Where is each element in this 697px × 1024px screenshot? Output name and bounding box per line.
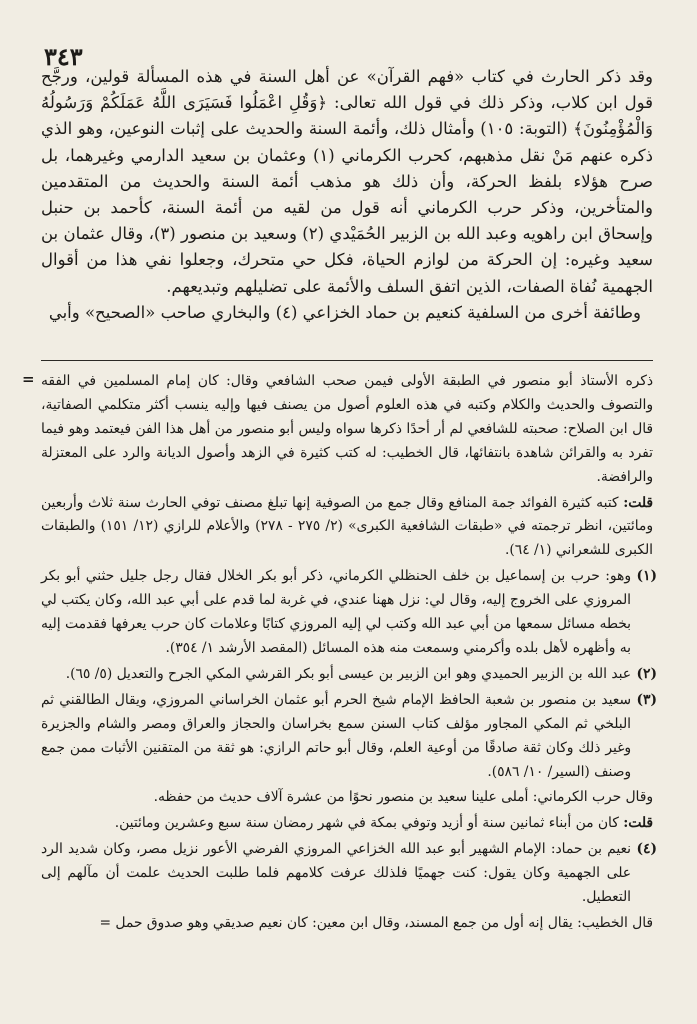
page-number: ٣٤٣ bbox=[44, 42, 83, 71]
footnote-continuation-mark: = bbox=[22, 370, 35, 388]
footnote-remark bbox=[41, 492, 653, 564]
main-paragraph-2: وطائفة أخرى من السلفية كنعيم بن حماد الخزاعي (٤) والبخاري صاحب «الصحيح» وأبي bbox=[48, 302, 641, 322]
footnote-divider bbox=[41, 360, 653, 361]
footnote-text: وقال حرب الكرماني: أملى علينا سعيد بن منصور نحوًا من عشرة آلاف حديث من حفظه. bbox=[153, 789, 653, 806]
footnote-lead: قلت: bbox=[623, 815, 653, 832]
footnote-2 bbox=[41, 663, 657, 687]
footnote-1 bbox=[41, 565, 657, 661]
footnote-number: (٣) bbox=[636, 691, 657, 708]
footnote-text: كتبه كثيرة الفوائد جمة المنافع وقال جمع من الصوفية إنها تبلغ مصنف توفي الحارث سنة ثلاث وأربعين ومائتين، انظر ترجمته في «طبقات الشافعية الكبرى» (٢/ ٢٧٥ - ٢٧٨) والأعلام للرازي (١٢/ ١٥١) والطبقات الكبرى للشعراني (١/ ٦٤). bbox=[41, 494, 653, 559]
footnote-number: (٢) bbox=[636, 665, 657, 682]
main-paragraph-1: وقد ذكر الحارث في كتاب «فهم القرآن» عن أهل السنة في هذه المسألة قولين، ورجَّح قول ابن كلاب، وذكر ذلك في قول الله تعالى: ﴿وَقُلِ اعْمَلُوا فَسَيَرَى اللَّهُ عَمَلَكُمْ وَرَسُولُهُ وَالْمُؤْمِنُونَ﴾ (التوبة: ١٠٥) وأمثال ذلك، وأئمة السنة والحديث على إثبات النوعين، وهو الذي ذكره عنهم مَنْ نقل مذهبهم، كحرب الكرماني (١) وعثمان بن سعيد الدارمي وغيرهما، بل صرح هؤلاء بلفظ الحركة، وأن ذلك هو مذهب أئمة السنة والحديث من المتقدمين والمتأخرين، وذكر حرب الكرماني أنه قول من لقيه من أئمة السنة، كأحمد بن حنبل وإسحاق ابن راهويه وعبد الله بن الزبير الحُمَيْدي (٢) وسعيد بن منصور (٣)، وقال عثمان بن سعيد وغيره: إن الحركة من لوازم الحياة، فكل حي متحرك، وجعلوا نفي هذا من أقوال الجهمية نُفاة الصفات، الذين اتفق السلف والأئمة على تضليلهم وتبديعهم. bbox=[41, 67, 653, 296]
main-text bbox=[41, 64, 653, 326]
footnote-number: (٤) bbox=[636, 841, 657, 858]
footnote-text: وهو: حرب بن إسماعيل بن خلف الحنظلي الكرماني، ذكر أبو بكر الخلال فقال رجل جليل حثني أبو بكر المروزي على الخروج إليه، وقال لي: نزل ههنا عندي، في غربة لما قدم على أبي عبد الله، وكان يكتب لي بخطه مسائل سمعها من أبي عبد الله وكتب لي إليه المروزي كتابًا وعلامات كان حرب يعرفها فقدمت إليه به وأظهره لأهل بلده وأكرمني وسمعت منه هذه المسائل (المقصد الأرشد ١/ ٣٥٤). bbox=[41, 568, 631, 656]
footnote-text: نعيم بن حماد: الإمام الشهير أبو عبد الله الخزاعي المروزي الفرضي الأعور نزيل مصر، وكان شديد الرد على الجهمية وكان يقول: كنت جهميًا فلذلك عرفت كلامهم فلما طلبت الحديث علمت أن مآلهم إلى التعطيل. bbox=[41, 841, 631, 906]
footnote-number: (١) bbox=[636, 568, 657, 585]
footnote-3 bbox=[41, 689, 657, 785]
footnote-4 bbox=[41, 838, 657, 910]
footnote-4-continuation bbox=[41, 912, 653, 936]
footnote-text: سعيد بن منصور بن شعبة الحافظ الإمام شيخ الحرم أبو عثمان الخراساني المروزي، ويقال الطالقني ثم البلخي ثم المكي المجاور مؤلف كتاب السنن سمع بخراسان والحجاز والعراق ومصر والشام والجزيرة وغير ذلك وكان ثقة صادقًا من أوعية العلم، وقال أبو حاتم الرازي: هو ثقة من المتقنين الأثبات ممن جمع وصنف (السير/ ١٠/ ٥٨٦). bbox=[41, 691, 631, 780]
footnotes bbox=[41, 370, 657, 938]
footnote-text: ذكره الأستاذ أبو منصور في الطبقة الأولى فيمن صحب الشافعي وقال: كان إمام المسلمين في الفقه والتصوف والحديث والكلام وكتبه في هذه العلوم أصول من يصنف فيها وإليه ينسب أكثر متكلمي الصفاتية، قال ابن الصلاح: صحبته للشافعي لم أر أحدًا ذكرها سواه وليس أبو منصور من أهل هذا الفن فيعتمد وهو فيما تفرد به والقرائن شاهدة بانتفائها، قال الخطيب: له كتب كثيرة في الزهد وأصول الديانة والرد على المعتزلة والرافضة. bbox=[41, 373, 653, 485]
footnote-continued-text bbox=[41, 370, 653, 490]
footnote-text: قال الخطيب: يقال إنه أول من جمع المسند، وقال ابن معين: كان نعيم صديقي وهو صدوق حمل = bbox=[99, 914, 653, 931]
footnote-3-continuation bbox=[41, 786, 653, 810]
footnote-text: عبد الله بن الزبير الحميدي وهو ابن الزبير بن عيسى أبو بكر القرشي المكي الجرح والتعديل (٥/ ٦٥). bbox=[65, 665, 631, 682]
footnote-3-remark bbox=[41, 812, 653, 836]
footnote-lead: قلت: bbox=[623, 494, 653, 511]
footnote-text: كان من أبناء ثمانين سنة أو أزيد وتوفي بمكة في شهر رمضان سنة سبع وعشرين ومائتين. bbox=[114, 815, 619, 832]
